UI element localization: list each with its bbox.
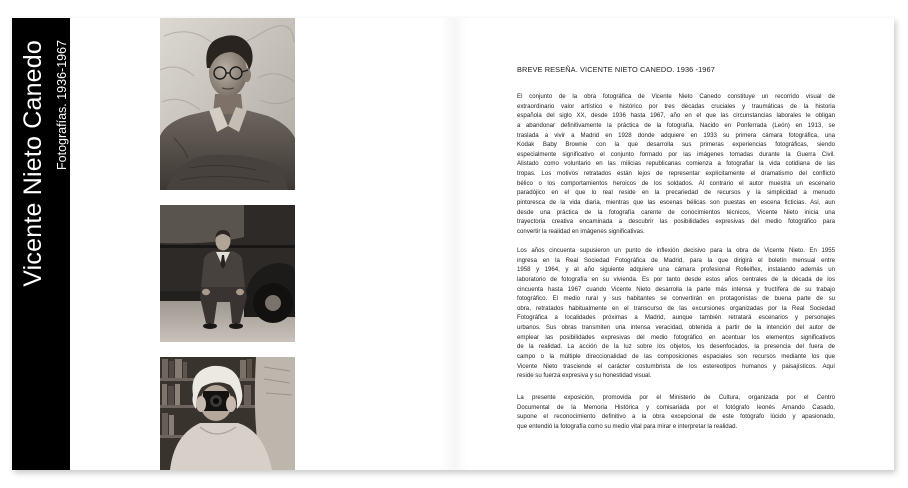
sidebar-vertical-text (12, 18, 70, 470)
paragraph-line: desde una práctica de la fotografía carente de conocimientos técnicos, Vicente Nieto inicia una (517, 208, 835, 216)
article-heading: BREVE RESEÑA. VICENTE NIETO CANEDO. 1936 -1967 (517, 65, 715, 74)
right-hand (226, 396, 236, 412)
photo-woman-with-camera (160, 357, 295, 470)
paragraph-line: convertir la realidad en imágenes significativas. (517, 227, 645, 235)
paragraph-line: Kodak Baby Brownie con la que desarrolla sus primeras experiencias fotográficas, siendo (517, 141, 835, 149)
paragraph-line: El conjunto de la obra fotográfica de Vicente Nieto Canedo constituye un recorrido visual de (517, 93, 835, 100)
paragraph-line: Documental de la Memoria Histórica y comisariada por el fotógrafo leonés Amando Casado, (517, 403, 835, 411)
paragraph-line: campo o la múltiple direccionalidad de las composiciones espaciales son recursos mediante los que (517, 353, 835, 361)
paragraph-line: pintoresca de la vida diaria, mientras que las escenas bélicas son puestas en escena ficticias. Así, aun (517, 199, 835, 207)
paragraph-line: Vicente Nieto trasciende el carácter costumbrista de los estereotipos humanos y paisajísticos. Aquí (517, 362, 835, 370)
paragraph-1 (517, 92, 835, 237)
paragraph-line: española del siglo XX, desde 1936 hasta 1967, año en el que las circunstancias laborales le obligan (517, 112, 835, 120)
paragraph-line: trayectoria creativa encaminada a descubrir las posibilidades expresivas del medio fotográfico para (517, 218, 835, 226)
paragraph-line: La presente exposición, promovida por el Ministerio de Cultura, organizada por el Centro (517, 394, 835, 401)
paragraph-line: Alistado como voluntario en las milicias republicanas comienza a fotografiar la vida cotidiana de las (517, 160, 835, 168)
sidebar-band (12, 18, 70, 470)
left-hand (202, 289, 210, 295)
paragraph-line: ingresa en la Real Sociedad Fotográfica de Madrid, para la que dirigirá el boletín mensual entre (517, 256, 835, 264)
paragraph-line: extraordinario valor artístico e histórico por tres décadas cruciales y traumáticas de la historia (517, 102, 835, 110)
right-shoe (229, 323, 243, 329)
paragraph-line: obra, retratados habitualmente en el transcurso de las excursiones organizadas por la Real Sociedad (517, 304, 835, 312)
paragraph-line: laboratorio de fotografía en su vivienda. Es por tanto desde estos años centrales de la década de los (517, 275, 835, 283)
left-shoe (203, 323, 217, 329)
paragraph-line: supone el reconocimiento definitivo a la obra excepcional de este fotógrafo lúcido y apasionado, (517, 413, 835, 421)
paragraph-line: paradójico en el que lo real reside en la precariedad de recursos y la simplicidad a menudo (517, 189, 835, 197)
photo-man-sitting-on-car (160, 205, 295, 342)
paragraph-3 (517, 393, 835, 432)
paragraph-line: bélico o los comportamientos heroicos de los soldados. Al contrario el autor muestra un escenario (517, 179, 835, 187)
camera-lens-center (213, 398, 219, 404)
paragraph-2 (517, 246, 835, 381)
left-hand (196, 396, 206, 412)
photo-portrait-illustration (160, 18, 295, 190)
paragraph-line: Fotográfica a localidades próximas a Madrid, aunque también retratará escenarios y personajes (517, 314, 835, 322)
paragraph-line: que entendió la fotografía como su medio vital para mirar e interpretar la realidad. (517, 422, 738, 430)
photo-car-illustration (160, 205, 295, 342)
paragraph-line: cincuenta hasta 1967 cuando Vicente Nieto desarrolla la parte más intensa y fructífera de su trabajo (517, 285, 835, 293)
paragraph-line: emplear las posibilidades expresivas del medio fotográfico en acentuar los elementos significativos (517, 333, 835, 341)
sidebar-subtitle: Fotografías. 1936-1967 (55, 40, 69, 170)
paragraph-line: urbanos. Sus obras transmiten una intensa veracidad, obtenida a partir de la intención del autor de (517, 324, 835, 332)
page-fold-shadow (441, 18, 467, 470)
paragraph-line: tropas. Los motivos retratados están lejos de representar explícitamente el dramatismo del conflicto (517, 170, 835, 178)
sidebar-title: Vicente Nieto Canedo (19, 40, 47, 287)
paragraph-line: especialmente significativo el conjunto formado por las imágenes tomadas durante la Guerra Civil. (517, 150, 835, 158)
paragraph-line: de la realidad. La acción de la luz sobre los objetos, los desenfocados, la presencia del fuera de (517, 343, 835, 351)
paragraph-line: reside su fuerza expresiva y su honestidad visual. (517, 372, 652, 380)
paragraph-line: a abandonar definitivamente la práctica de la fotografía. Nacido en Ponferrada (León) en 1913, se (517, 121, 835, 129)
paragraph-line: Los años cincuenta supusieron un punto de inflexión decisivo para la obra de Vicente Nieto. En 1955 (517, 247, 835, 254)
paragraph-line: 1958 y 1964, y al año siguiente adquiere una cámara profesional Rolleiflex, instalando además un (517, 266, 835, 274)
photo-bookshelf-illustration (160, 357, 295, 470)
paragraph-line: fotográfico. El medio rural y sus habitantes se convertirán en protagonistas de buena parte de su (517, 295, 835, 303)
wheel-hub (265, 295, 281, 311)
photo-portrait-man-glasses (160, 18, 295, 190)
car-window (160, 205, 244, 243)
right-hand (236, 289, 244, 295)
paragraph-line: traslada a vivir a Madrid en 1928 donde adquiere en 1933 su primera cámara fotográfica, una (517, 131, 835, 139)
